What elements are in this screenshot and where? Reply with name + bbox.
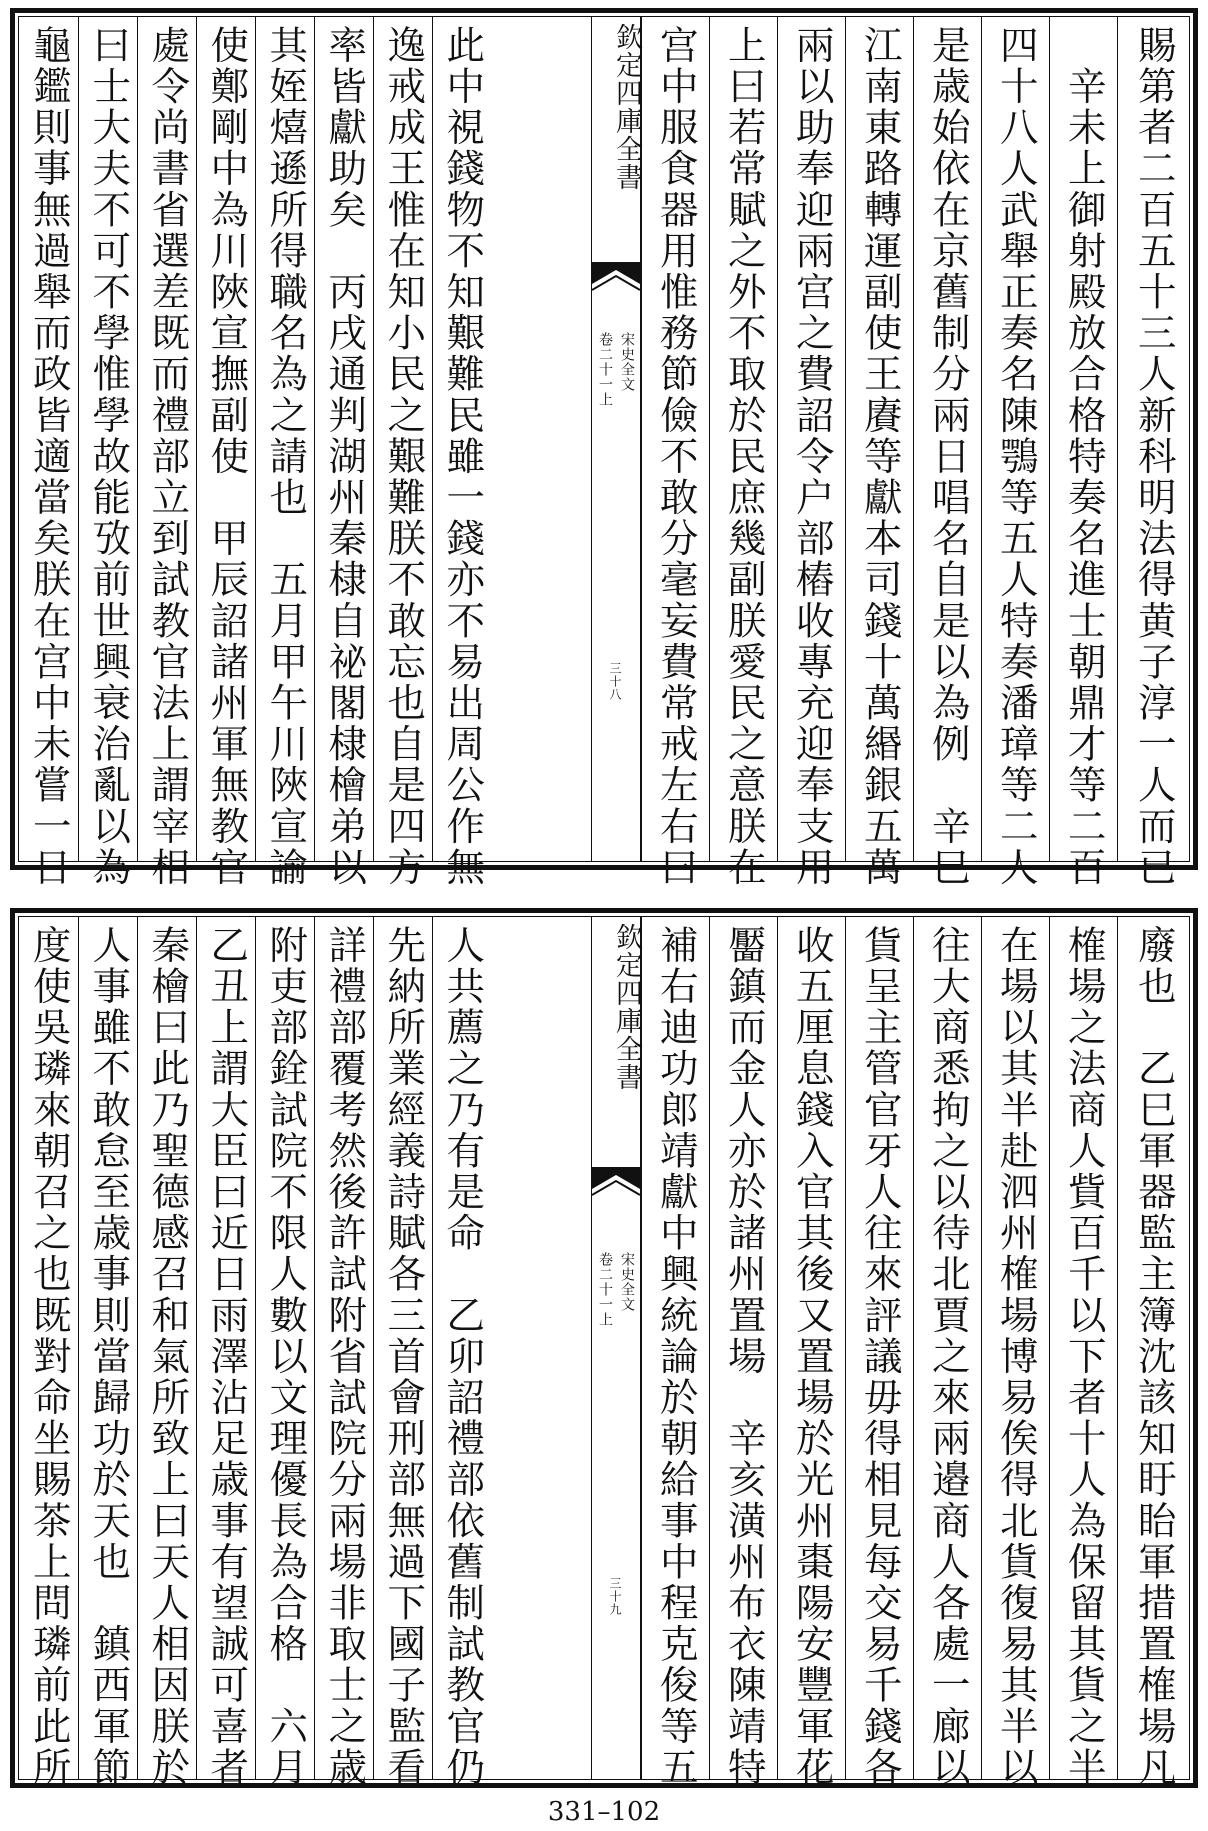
fish-tail-mark [592,262,640,318]
text-column: 靨鎮而金人亦於諸州置場 辛亥潢州布衣陳靖特 [709,917,777,1779]
center-fold [591,917,641,1779]
text-column: 在場以其半赴泗州榷場博易俟得北貨復易其半以 [981,917,1049,1779]
text-column: 兩以助奉迎兩宫之費詔令户部樁收專充迎奉支用 [777,17,845,861]
text-column: 曰士大夫不可不學惟學故能攷前世興衰治亂以為 [78,17,137,861]
text-column: 率皆獻助矣 丙戌通判湖州秦棣自祕閣棣檜弟以 [314,17,373,861]
page-number: 三十八 [608,662,622,701]
text-column: 是歳始依在京舊制分兩日唱名自是以為例 辛巳 [913,17,981,861]
text-column: 逸戒成王惟在知小民之艱難朕不敢忘也自是四方 [373,17,432,861]
book-title: 欽定四庫全書 [611,23,642,191]
text-column: 度使吳璘來朝召之也既對命坐賜茶上問璘前此所 [26,925,72,1789]
text-column: 四十八人武舉正奏名陳鶚等五人特奏潘璋等二人 [981,17,1049,861]
text-column: 廢也 乙巳軍器監主簿沈該知盱眙軍措置榷場凡 [1117,917,1189,1779]
text-column: 詳禮部覆考然後許試附省試院分兩場非取士之歳 [314,917,373,1779]
bottom-page [10,908,1198,1788]
book-name: 宋史全文 [619,332,635,392]
text-column: 收五厘息錢入官其後又置場於光州棗陽安豐軍花 [777,917,845,1779]
text-column: 上曰若常賦之外不取於民庶幾副朕愛民之意朕在 [709,17,777,861]
text-column: 乙丑上謂大臣曰近日雨澤沾足歳事有望誠可喜者 [196,917,255,1779]
top-page [10,8,1198,889]
text-column: 先納所業經義詩賦各三首會刑部無過下國子監看 [373,917,432,1779]
top-page-frame [18,16,1190,889]
text-column: 賜第者二百五十三人新科明法得黄子淳一人而已 [1117,17,1189,861]
fish-tail-mark [592,1167,640,1223]
volume-label: 卷二十一上 [597,1252,613,1327]
text-column: 貨呈主管官牙人往來評議毋得相見每交易千錢各 [845,917,913,1779]
text-column: 補右迪功郎靖獻中興統論於朝給事中程克俊等五 [641,917,709,1779]
text-column: 人事雖不敢怠至歳事則當歸功於天也 鎮西軍節 [78,917,137,1779]
page-number: 三十九 [608,1577,622,1616]
volume-label: 卷二十一上 [597,332,613,407]
book-name: 宋史全文 [619,1252,635,1312]
folio-number: 331–102 [547,1797,661,1827]
book-title: 欽定四庫全書 [611,923,642,1091]
text-column: 處令尚書省選差既而禮部立到試教官法上謂宰相 [137,17,196,861]
text-column: 往大商悉拘之以待北賈之來兩邉商人各處一廊以 [913,917,981,1779]
text-column: 江南東路轉運副使王賡等獻本司錢十萬緡銀五萬 [845,17,913,861]
text-column: 其姪熺遜所得職名為之請也 五月甲午川陜宣諭 [255,17,314,861]
text-column: 辛未上御射殿放合格特奏名進士朝鼎才等二百 [1049,17,1117,861]
text-column: 秦檜曰此乃聖德感召和氣所致上曰天人相因朕於 [137,917,196,1779]
bottom-page-frame [18,916,1190,1789]
text-column: 龜鑑則事無過舉而政皆適當矣朕在宫中未嘗一日 [26,25,72,889]
center-fold [591,17,641,861]
text-column: 使鄭剛中為川陜宣撫副使 甲辰詔諸州軍無教官 [196,17,255,861]
text-column: 榷場之法商人貲百千以下者十人為保留其貨之半 [1049,917,1117,1779]
text-column: 附吏部銓試院不限人數以文理優長為合格 六月 [255,917,314,1779]
text-column: 此中視錢物不知艱難民雖一錢亦不易出周公作無 [432,17,491,861]
text-column: 宫中服食器用惟務節儉不敢分毫妄費常戒左右曰 [641,17,709,861]
text-column: 人共薦之乃有是命 乙卯詔禮部依舊制試教官仍 [432,917,491,1779]
